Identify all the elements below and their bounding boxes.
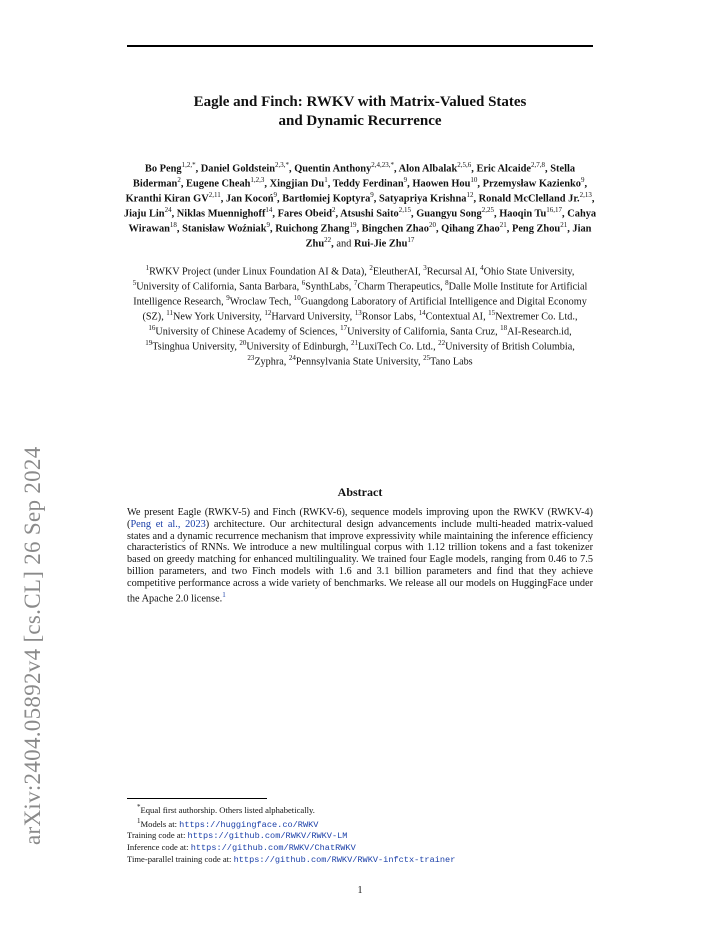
footnote-star <box>127 802 597 816</box>
parallel-url-link[interactable]: https://github.com/RWKV/RWKV-infctx-trainer <box>233 854 456 865</box>
affiliation-name: Recursal AI <box>426 266 476 278</box>
author-affiliation-mark: 20 <box>428 221 436 230</box>
footnote-parallel-label: Time-parallel training code at: <box>127 853 234 864</box>
affiliation-mark: 17 <box>340 323 348 332</box>
author-affiliation-mark: 19 <box>349 221 357 230</box>
footnote-models-mark: 1 <box>137 816 141 825</box>
author-affiliation-mark: 21 <box>560 221 568 230</box>
affiliation-mark: 19 <box>145 338 153 347</box>
affiliation-name: Ronsor Labs <box>361 311 414 323</box>
affiliation-mark: 7 <box>353 278 358 287</box>
footnote-models-label: Models at: <box>140 818 180 829</box>
author-name: Teddy Ferdinan <box>332 178 404 190</box>
author-name: Przemysław Kazienko <box>482 178 581 190</box>
models-url-link[interactable]: https://huggingface.co/RWKV <box>179 819 319 830</box>
affiliation-name: Harvard University <box>271 311 350 323</box>
affiliation-name: Contextual AI <box>425 311 484 323</box>
affiliation-mark: 14 <box>418 308 426 317</box>
footnote-ref[interactable]: 1 <box>222 590 226 599</box>
affiliation-mark: 22 <box>438 338 446 347</box>
author-name: Jian Zhu <box>305 223 592 250</box>
author-affiliation-mark: 9 <box>403 176 408 185</box>
author-name: Atsushi Saito <box>340 208 399 220</box>
author-name: Bartłomiej Koptyra <box>282 193 371 205</box>
author-name: Qihang Zhao <box>441 223 500 235</box>
affiliation-mark: 21 <box>350 338 358 347</box>
affiliation-mark: 12 <box>264 308 272 317</box>
author-affiliation-mark: 22 <box>324 236 332 245</box>
affiliation-name: EleutherAI <box>372 266 419 278</box>
author-affiliation-mark: 12 <box>466 191 474 200</box>
affiliation-mark: 13 <box>354 308 362 317</box>
author-affiliation-mark: 9 <box>266 221 271 230</box>
author-name: Eugene Cheah <box>186 178 251 190</box>
affiliation-mark: 23 <box>247 353 255 362</box>
footnote-training-label: Training code at: <box>127 830 188 841</box>
author-affiliation-mark: 2,4,23,* <box>371 161 395 169</box>
affiliation-name: University of Chinese Academy of Sciences <box>155 326 335 338</box>
author-name: Stanisław Woźniak <box>182 223 267 235</box>
abstract-heading: Abstract <box>337 485 383 499</box>
author-name: Eric Alcaide <box>476 163 532 175</box>
author-affiliation-mark: 2 <box>177 176 181 185</box>
and-word: and <box>333 238 354 250</box>
affiliation-name: Charm Therapeutics <box>357 281 441 293</box>
affiliation-name: LuxiTech Co. Ltd. <box>357 341 434 353</box>
abstract-body <box>127 507 593 605</box>
author-affiliation-mark: 16,17 <box>546 206 563 215</box>
affiliation-mark: 2 <box>369 264 373 272</box>
author-name: Quentin Anthony <box>294 163 372 175</box>
affiliation-name: Pennsylvania State University <box>295 356 418 368</box>
affiliation-mark: 4 <box>480 264 484 272</box>
affiliation-name: AI-Research.id <box>507 326 570 338</box>
author-affiliation-mark: 21 <box>499 221 507 230</box>
author-name: Ronald McClelland Jr. <box>478 193 580 205</box>
author-name: Haowen Hou <box>412 178 471 190</box>
affiliation-name: Dalle Molle Institute for Artificial Intelligence Research <box>133 281 588 308</box>
affiliation-name: Zyphra <box>254 356 284 368</box>
footnote-parallel <box>127 854 597 866</box>
citation-link[interactable]: Peng et al., 2023 <box>130 518 206 530</box>
author-name: Bo Peng <box>144 163 182 175</box>
affiliation-name: Ohio State University <box>483 266 572 278</box>
footnote-star-mark: * <box>137 803 141 811</box>
affiliation-mark: 24 <box>288 353 296 362</box>
title-line-2: and Dynamic Recurrence <box>278 113 442 129</box>
abstract-text-part1: We present Eagle (RWKV-5) and Finch (RWKV-6), sequence models improving upon the RWKV (RWKV-4) ( <box>127 507 593 530</box>
author-name: Bingchen Zhao <box>361 223 429 235</box>
author-affiliation-mark: 2,15 <box>398 206 411 215</box>
arxiv-stamp: arXiv:2404.05892v4 [cs.CL] 26 Sep 2024 <box>20 446 45 845</box>
author-name: Ruichong Zhang <box>275 223 350 235</box>
author-affiliation-mark: 1,2,3 <box>250 176 265 185</box>
author-affiliation-mark: 2,3,* <box>274 161 289 169</box>
affiliation-name: Tsinghua University <box>152 341 235 353</box>
affiliation-name: Wroclaw Tech <box>229 296 289 308</box>
affiliation-mark: 6 <box>301 278 306 287</box>
author-affiliation-mark: 2,5,6 <box>457 161 472 169</box>
author-name: Rui-Jie Zhu <box>353 238 408 250</box>
footnote-rule <box>127 798 267 799</box>
affiliation-mark: 8 <box>445 278 449 287</box>
affiliation-mark: 11 <box>166 308 174 317</box>
affiliation-name: University of Edinburgh <box>246 341 346 353</box>
footnote-training <box>127 830 597 842</box>
affiliation-name: New York University <box>173 311 260 323</box>
author-name: Peng Zhou <box>511 223 561 235</box>
author-name: Guangyu Song <box>416 208 482 220</box>
author-affiliation-mark: 18 <box>169 221 177 230</box>
affiliation-name: Guangdong Laboratory of Artificial Intelligence and Digital Economy (SZ) <box>142 296 587 323</box>
author-affiliation-mark: 10 <box>470 176 478 185</box>
author-affiliation-mark: 1,2,* <box>181 161 196 169</box>
author-name: Xingjian Du <box>269 178 325 190</box>
author-name: Haoqin Tu <box>499 208 547 220</box>
affiliation-name: RWKV Project (under Linux Foundation AI & Data) <box>149 266 365 278</box>
author-affiliation-mark: 2,13 <box>579 191 592 200</box>
author-list: Bo Peng$^{1,2,*}$, Daniel Goldstein$^{2,3,*}$, Quentin Anthony$^{2,4,23,*}$, Alon Albalak$^{2,5,6}$, Eric Alcaide$^{2,7,8}$, Stella Biderman$^2$, Eugene Cheah$^{1,2,3}$, Xingjian Du$^1$, Teddy Ferdinan$^9$, Haowen Hou$^{10}$, Przemysław Kazienko$^9$, Kranthi Kiran GV$^{2,11}$, Jan Kocoń$^9$, Bartłomiej Koptyra$^9$, Satyapriya Krishna$^{12}$, Ronald McClelland Jr.$^{2,13}$, Jiaju Lin$^{24}$, Niklas Muennighoff$^{14}$, Fares Obeid$^2$, Atsushi Saito$^{2,15}$, Guangyu Song$^{2,25}$, Haoqin Tu$^{16,17}$, Cahya Wirawan$^{18}$, Stanisław Woźniak$^9$, Ruichong Zhang$^{19}$, Bingchen Zhao$^{20}$, Qihang Zhao$^{21}$, Peng Zhou$^{21}$, Jian Zhu$^{22}$, and Rui-Jie Zhu$^{17}$ <box>123 161 597 250</box>
author-affiliation-mark: 24 <box>164 206 172 215</box>
affiliation-mark: 15 <box>488 308 496 317</box>
author-affiliation-mark: 2,11 <box>208 191 221 200</box>
author-name: Jan Kocoń <box>225 193 274 205</box>
affiliation-name: Tano Labs <box>430 356 473 368</box>
affiliation-mark: 10 <box>293 293 301 302</box>
author-name: Kranthi Kiran GV <box>125 193 209 205</box>
footnote-models <box>127 816 597 831</box>
affiliation-name: University of California, Santa Barbara <box>136 281 297 293</box>
top-rule <box>127 45 593 47</box>
author-affiliation-mark: 2 <box>331 206 336 215</box>
footnotes <box>127 802 597 866</box>
training-url-link[interactable]: https://github.com/RWKV/RWKV-LM <box>187 831 348 842</box>
affiliation-mark: 1 <box>145 264 150 272</box>
author-affiliation-mark: 1 <box>324 176 328 185</box>
author-name: Alon Albalak <box>398 163 458 175</box>
author-name: Daniel Goldstein <box>200 163 275 175</box>
author-affiliation-mark: 2,7,8 <box>531 161 546 169</box>
affiliation-mark: 16 <box>148 323 156 332</box>
affiliation-mark: 5 <box>132 278 137 287</box>
paper-title <box>127 93 593 131</box>
author-affiliation-mark: 17 <box>407 236 415 245</box>
author-name: Niklas Muennighoff <box>176 208 266 220</box>
footnote-inference-label: Inference code at: <box>127 842 191 853</box>
affiliation-mark: 25 <box>423 353 431 362</box>
author-name: Jiaju Lin <box>123 208 165 220</box>
affiliation-mark: 20 <box>239 338 247 347</box>
page-number: 1 <box>357 885 363 896</box>
title-line-1: Eagle and Finch: RWKV with Matrix-Valued States <box>193 94 527 110</box>
inference-url-link[interactable]: https://github.com/RWKV/ChatRWKV <box>190 843 356 854</box>
affiliation-name: Nextremer Co. Ltd. <box>495 311 575 323</box>
affiliation-mark: 9 <box>226 293 230 302</box>
author-name: Fares Obeid <box>277 208 332 220</box>
affiliation-name: SynthLabs <box>305 281 349 293</box>
author-name: Cahya Wirawan <box>128 208 597 235</box>
footnote-star-text: Equal first authorship. Others listed alphabetically. <box>140 804 315 815</box>
affiliation-mark: 18 <box>500 323 508 332</box>
author-affiliation-mark: 9 <box>581 176 585 185</box>
author-affiliation-mark: 2,25 <box>481 206 494 215</box>
affiliation-mark: 3 <box>423 264 427 272</box>
author-affiliation-mark: 9 <box>273 191 278 200</box>
footnote-inference <box>127 842 597 854</box>
author-name: Satyapriya Krishna <box>378 193 467 205</box>
affiliation-list: $^1$RWKV Project (under Linux Foundation AI & Data), $^2$EleutherAI, $^3$Recursal AI, $^4$Ohio State University, $^5$University of California, Santa Barbara, $^6$SynthLabs, $^7$Charm Therapeutics, $^8$Dalle Molle Institute for Artificial Intelligence Research, $^9$Wroclaw Tech, $^{10}$Guangdong Laboratory of Artificial Intelligence and Digital Economy (SZ), $^{11}$New York University, $^{12}$Harvard University, $^{13}$Ronsor Labs, $^{14}$Contextual AI, $^{15}$Nextremer Co. Ltd., $^{16}$University of Chinese Academy of Sciences, $^{17}$University of California, Santa Cruz, $^{18}$AI-Research.id, $^{19}$Tsinghua University, $^{20}$University of Edinburgh, $^{21}$LuxiTech Co. Ltd., $^{22}$University of British Columbia, $^{23}$Zyphra, $^{24}$Pennsylvania State University, $^{25}$Tano Labs <box>132 264 588 368</box>
abstract-text-part2: ) architecture. Our architectural design advancements include multi-headed matrix-valued states and a dynamic recurrence mechanism that improve expressivity while maintaining the inference efficiency characteristics of RNNs. We introduce a new multilingual corpus with 1.12 trillion tokens and a fast tokenizer based on greedy matching for enhanced multilinguality. We trained four Eagle models, ranging from 0.46 to 7.5 billion parameters, and two Finch models with 1.6 and 3.1 billion parameters and find that they achieve competitive performance across a wide variety of benchmarks. We release all our models on HuggingFace under the Apache 2.0 license. <box>127 518 594 604</box>
author-affiliation-mark: 14 <box>265 206 273 215</box>
author-name: Stella Biderman <box>132 163 576 190</box>
author-affiliation-mark: 9 <box>370 191 374 200</box>
affiliation-name: University of California, Santa Cruz <box>347 326 496 338</box>
affiliation-name: University of British Columbia <box>445 341 573 353</box>
